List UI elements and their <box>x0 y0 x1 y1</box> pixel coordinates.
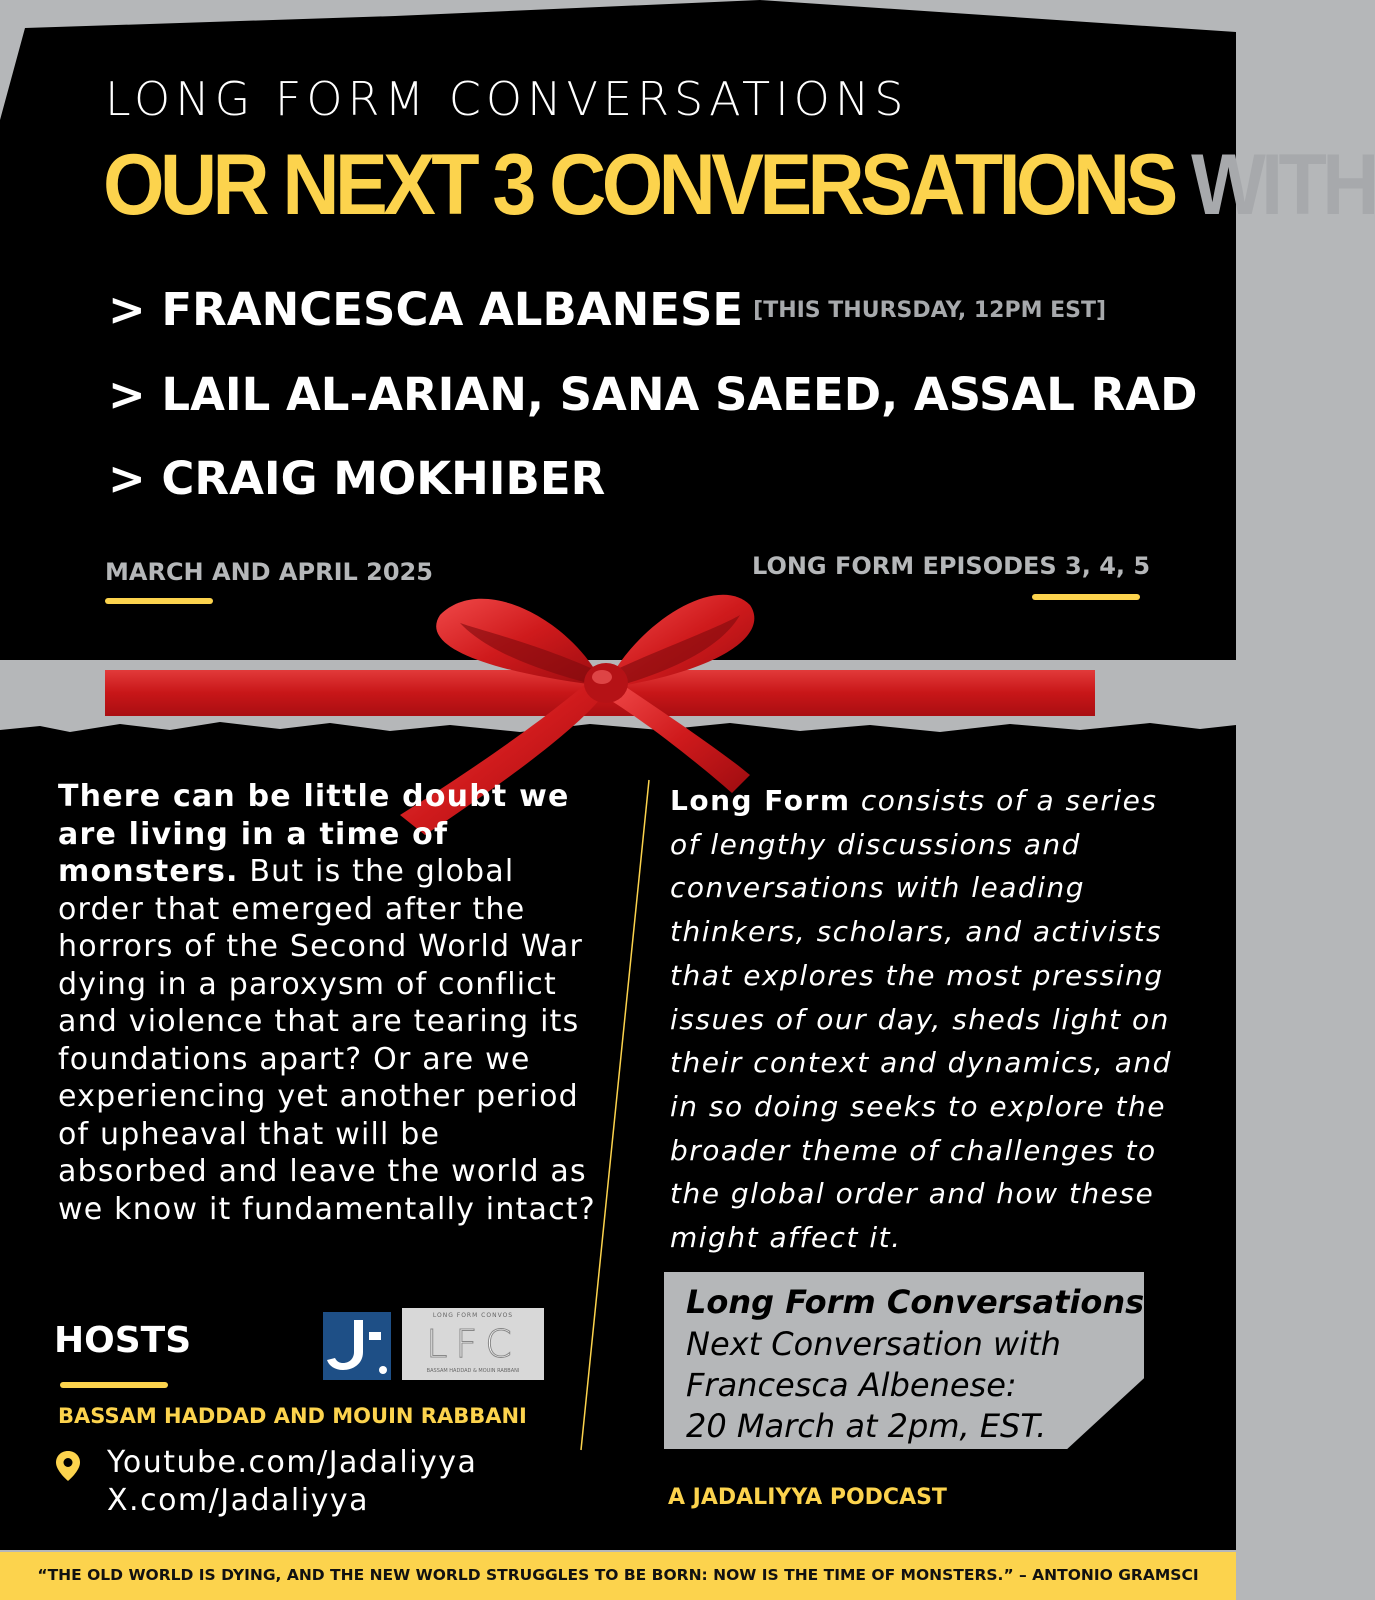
jadaliyya-logo-icon <box>323 1312 391 1380</box>
series-title: LONG FORM CONVERSATIONS <box>105 72 909 126</box>
description-bold-text: Long Form <box>670 784 851 817</box>
guest-note: [THIS THURSDAY, 12PM EST] <box>753 298 1107 323</box>
description-text <box>670 779 1190 1260</box>
guest-prefix: > <box>108 283 146 336</box>
guest-name: CRAIG MOKHIBER <box>161 452 606 505</box>
hosts-names: BASSAM HADDAD AND MOUIN RABBANI <box>58 1404 527 1428</box>
guest-name: FRANCESCA ALBANESE <box>161 283 744 336</box>
intro-text <box>58 778 598 1228</box>
intro-bold-text: There can be little doubt we are living in a time of monsters. <box>58 779 570 889</box>
guest-prefix: > <box>108 452 146 505</box>
x-link[interactable]: X.com/Jadaliyya <box>107 1483 369 1518</box>
hosts-underline <box>60 1382 168 1388</box>
guest-name: LAIL AL-ARIAN, SANA SAEED, ASSAL RAD <box>161 368 1198 421</box>
guest-prefix: > <box>108 368 146 421</box>
guest-item-mokhiber <box>108 452 606 505</box>
lfc-logo-caption: LONG FORM CONVOS <box>432 1312 514 1319</box>
episodes-label: LONG FORM EPISODES 3, 4, 5 <box>752 552 1151 580</box>
guest-item-panel <box>108 368 1198 421</box>
column-divider <box>575 780 655 1450</box>
lfc-logo-subcaption: BASSAM HADDAD & MOUIN RABBANI <box>426 1368 520 1374</box>
next-conversation-title: Long Form Conversations <box>686 1283 1145 1321</box>
gramsci-quote: “THE OLD WORLD IS DYING, AND THE NEW WORLD STRUGGLES TO BE BORN: NOW IS THE TIME OF MONSTERS.” – ANTONIO GRAMSCI <box>37 1566 1199 1584</box>
episodes-underline <box>1032 594 1140 600</box>
guest-item-albanese <box>108 283 1107 336</box>
podcast-label: A JADALIYYA PODCAST <box>668 1485 947 1510</box>
lfc-logo-text: LFC <box>426 1322 520 1366</box>
description-italic-text: consists of a series of lengthy discussions and conversations with leading thinkers, scholars, and activists that explores the most pressing issues of our day, sheds light on their context and dynamics, and in so doing seeks to explore the broader theme of challenges to the global order and how these might affect it. <box>670 784 1172 1255</box>
next-conversation-line-1: Next Conversation with <box>686 1325 1061 1363</box>
headline-main: OUR NEXT 3 CONVERSATIONS <box>103 137 1174 233</box>
location-pin-icon <box>55 1450 81 1482</box>
headline-suffix: WITH <box>1191 137 1375 233</box>
next-conversation-line-2: Francesca Albenese: <box>686 1366 1017 1404</box>
hosts-label: HOSTS <box>54 1320 192 1361</box>
youtube-link[interactable]: Youtube.com/Jadaliyya <box>107 1445 478 1480</box>
headline <box>103 137 1375 233</box>
next-conversation-line-3: 20 March at 2pm, EST. <box>686 1407 1047 1445</box>
date-underline <box>105 598 213 604</box>
lfc-logo-icon <box>402 1308 544 1380</box>
intro-body-text: But is the global order that emerged after the horrors of the Second World War dying in a paroxysm of conflict and violence that are tearing its foundations apart? Or are we experiencing yet another period of upheaval that will be absorbed and leave the world as we know it fundamentally intact? <box>58 854 596 1227</box>
date-range: MARCH AND APRIL 2025 <box>105 558 433 586</box>
